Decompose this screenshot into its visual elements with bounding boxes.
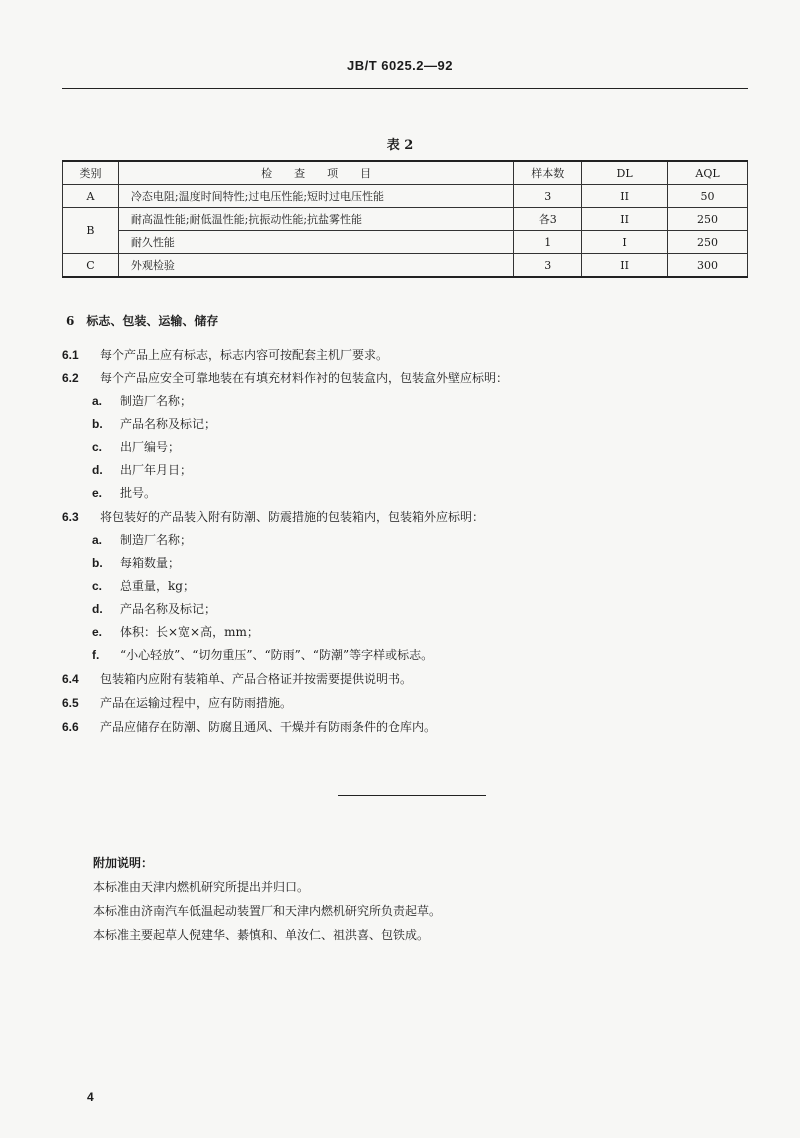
list-letter: d.	[92, 463, 103, 477]
list-text: 出厂年月日；	[120, 463, 193, 477]
category-cell: C	[63, 254, 119, 278]
dl-cell: II	[582, 254, 668, 278]
clause-number: 6.2	[62, 371, 79, 385]
list-text: 制造厂名称；	[120, 533, 193, 547]
dl-cell: II	[582, 208, 668, 231]
list-letter: d.	[92, 602, 103, 616]
inspection-table	[62, 160, 748, 278]
list-item	[92, 646, 433, 663]
clause-6-1	[62, 346, 388, 363]
header-items: 检 查 项 目	[118, 161, 513, 185]
list-text: 产品名称及标记；	[120, 602, 217, 616]
aql-cell: 300	[668, 254, 748, 278]
dl-cell: I	[582, 231, 668, 254]
aql-cell: 250	[668, 208, 748, 231]
list-item	[92, 392, 192, 409]
item-cell: 外观检验	[118, 254, 513, 278]
table-row	[63, 254, 748, 278]
clause-number: 6.4	[62, 672, 79, 686]
list-letter: b.	[92, 556, 103, 570]
table-row	[63, 208, 748, 231]
header-dl: DL	[582, 161, 668, 185]
list-letter: c.	[92, 440, 103, 454]
header-samples: 样本数	[514, 161, 582, 185]
header-category: 类别	[63, 161, 119, 185]
aql-cell: 50	[668, 185, 748, 208]
list-letter: e.	[92, 486, 103, 500]
list-text: 每箱数量；	[120, 556, 181, 570]
table-row	[63, 185, 748, 208]
page-number: 4	[87, 1090, 94, 1104]
category-cell: B	[63, 208, 119, 254]
list-letter: a.	[92, 394, 103, 408]
list-letter: c.	[92, 579, 103, 593]
list-text: 出厂编号；	[120, 440, 181, 454]
list-item	[92, 623, 259, 640]
table-row	[63, 231, 748, 254]
list-item	[92, 600, 216, 617]
list-item	[92, 415, 216, 432]
list-letter: e.	[92, 625, 103, 639]
item-cell: 耐高温性能;耐低温性能;抗振动性能;抗盐雾性能	[118, 208, 513, 231]
clause-6-4	[62, 670, 412, 687]
clause-number: 6.6	[62, 720, 79, 734]
list-text: 批号。	[120, 486, 157, 500]
clause-6-3	[62, 508, 484, 525]
header-rule	[62, 88, 748, 89]
clause-number: 6.1	[62, 348, 79, 362]
clause-text: 产品在运输过程中，应有防雨措施。	[100, 696, 293, 710]
samples-cell: 3	[514, 185, 582, 208]
clause-text: 产品应储存在防潮、防腐且通风、干燥并有防雨条件的仓库内。	[100, 720, 437, 734]
clause-6-2	[62, 369, 508, 386]
list-item	[92, 438, 180, 455]
list-text: 体积：长×宽×高，mm；	[120, 625, 259, 639]
list-letter: f.	[92, 648, 100, 662]
clause-text: 每个产品上应有标志，标志内容可按配套主机厂要求。	[100, 348, 389, 362]
list-item	[92, 554, 180, 571]
header-aql: AQL	[668, 161, 748, 185]
note-line: 本标准由天津内燃机研究所提出并归口。	[93, 880, 310, 894]
table-header-row	[63, 161, 748, 185]
end-separator	[338, 795, 486, 796]
list-item	[92, 461, 192, 478]
standard-number: JB/T 6025.2—92	[346, 58, 453, 73]
samples-cell: 3	[514, 254, 582, 278]
samples-cell: 各3	[514, 208, 582, 231]
list-letter: a.	[92, 533, 103, 547]
note-line: 本标准由济南汽车低温起动装置厂和天津内燃机研究所负责起草。	[93, 904, 442, 918]
clause-number: 6.5	[62, 696, 79, 710]
list-item	[92, 484, 156, 501]
samples-cell: 1	[514, 231, 582, 254]
list-text: 产品名称及标记；	[120, 417, 217, 431]
clause-6-5	[62, 694, 292, 711]
category-cell: A	[63, 185, 119, 208]
clause-text: 每个产品应安全可靠地装在有填充材料作衬的包装盒内，包装盒外壁应标明：	[100, 371, 509, 385]
clause-6-6	[62, 718, 436, 735]
dl-cell: II	[582, 185, 668, 208]
list-text: “小心轻放”、“切勿重压”、“防雨”、“防潮”等字样或标志。	[120, 648, 434, 662]
list-text: 制造厂名称；	[120, 394, 193, 408]
list-item	[92, 531, 192, 548]
section-6-title: 6 标志、包装、运输、储存	[66, 314, 219, 328]
aql-cell: 250	[668, 231, 748, 254]
clause-text: 将包装好的产品装入附有防潮、防震措施的包装箱内，包装箱外应标明：	[100, 510, 485, 524]
clause-number: 6.3	[62, 510, 79, 524]
notes-title: 附加说明：	[93, 856, 154, 870]
list-text: 总重量，kg；	[120, 579, 195, 593]
clause-text: 包装箱内应附有装箱单、产品合格证并按需要提供说明书。	[100, 672, 413, 686]
list-letter: b.	[92, 417, 103, 431]
item-cell: 耐久性能	[118, 231, 513, 254]
table-title: 表 2	[386, 138, 414, 153]
list-item	[92, 577, 195, 594]
note-line: 本标准主要起草人倪建华、綦慎和、单汝仁、祖洪喜、包铁成。	[93, 928, 430, 942]
item-cell: 冷态电阻;温度时间特性;过电压性能;短时过电压性能	[118, 185, 513, 208]
